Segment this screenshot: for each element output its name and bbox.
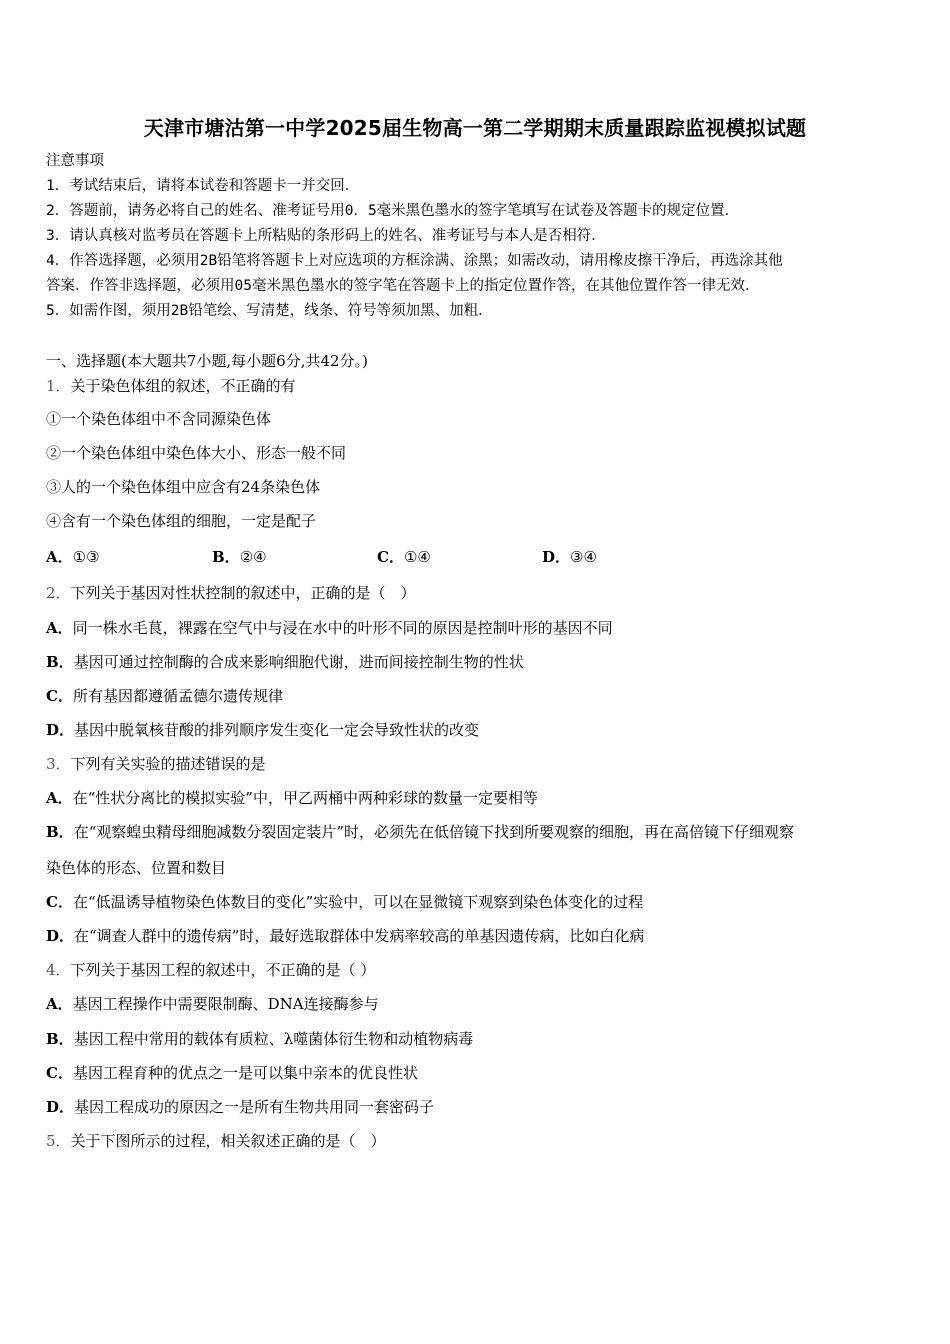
question-stem [46, 583, 416, 603]
exam-title: 天津市塘沽第一中学2025届生物高一第二学期期末质量跟踪监视模拟试题 [143, 116, 807, 140]
option-label: D． [46, 1098, 75, 1116]
option-label: D． [46, 721, 75, 739]
question-text: 关于染色体组的叙述，不正确的有 [70, 377, 296, 395]
notice-item: 1．考试结束后，请将本试卷和答题卡一并交回． [46, 178, 360, 194]
option-label: D． [542, 548, 571, 566]
option-label: A． [46, 995, 73, 1013]
option-b[interactable] [46, 822, 794, 842]
option-d[interactable] [46, 1097, 434, 1117]
option-label: C． [46, 687, 73, 705]
option-a[interactable] [46, 994, 379, 1014]
question-text: 关于下图所示的过程，相关叙述正确的是（ ） [70, 1132, 386, 1150]
notice-heading: 注意事项 [46, 153, 104, 169]
question-text: 下列有关实验的描述错误的是 [70, 755, 266, 773]
option-b[interactable] [212, 546, 267, 567]
option-text: 基因工程操作中需要限制酶、DNA连接酶参与 [72, 995, 379, 1013]
option-label: B． [46, 1030, 74, 1048]
option-label: C． [46, 893, 73, 911]
notice-item: 5．如需作图，须用2B铅笔绘、写清楚，线条、符号等须加黑、加粗． [46, 303, 493, 319]
question-number: 3． [46, 755, 71, 773]
option-b-continuation: 染色体的形态、位置和数目 [46, 859, 227, 877]
option-text: 基因可通过控制酶的合成来影响细胞代谢，进而间接控制生物的性状 [73, 653, 524, 671]
notice-item: 答案．作答非选择题，必须用05毫米黑色墨水的签字笔在答题卡上的指定位置作答，在其他位置作答一律无效． [46, 278, 760, 294]
option-label: A． [46, 789, 73, 807]
option-text: 在“低温诱导植物染色体数目的变化”实验中，可以在显微镜下观察到染色体变化的过程 [72, 893, 644, 911]
question-number: 1． [46, 377, 71, 395]
section-heading: 一、选择题(本大题共7小题,每小题6分,共42分。) [46, 352, 368, 370]
question-text: 下列关于基因对性状控制的叙述中，正确的是（ ） [70, 584, 416, 602]
option-b[interactable] [46, 1029, 473, 1049]
statement: ③人的一个染色体组中应含有24条染色体 [46, 478, 321, 496]
question-text: 下列关于基因工程的叙述中，不正确的是（ ） [70, 961, 376, 979]
option-text: ①④ [403, 548, 431, 566]
option-d[interactable] [542, 546, 597, 567]
option-text: 基因工程育种的优点之一是可以集中亲本的优良性状 [72, 1064, 418, 1082]
statement: ④含有一个染色体组的细胞，一定是配子 [46, 512, 317, 530]
option-label: B． [212, 548, 240, 566]
option-text: ①③ [72, 548, 100, 566]
option-text: 在“观察蝗虫精母细胞减数分裂固定装片”时，必须先在低倍镜下找到所要观察的细胞，再在高倍镜下仔细观察 [73, 823, 795, 841]
option-c[interactable] [46, 686, 283, 706]
option-text: 基因工程成功的原因之一是所有生物共用同一套密码子 [74, 1098, 435, 1116]
option-text: 基因中脱氧核苷酸的排列顺序发生变化一定会导致性状的改变 [74, 721, 480, 739]
option-label: B． [46, 823, 74, 841]
question-stem [46, 376, 296, 396]
notice-item: 3．请认真核对监考员在答题卡上所粘贴的条形码上的姓名、准考证号与本人是否相符． [46, 228, 606, 244]
option-a[interactable] [46, 546, 100, 567]
option-label: B． [46, 653, 74, 671]
option-a[interactable] [46, 788, 538, 808]
option-b[interactable] [46, 652, 524, 672]
option-text: 在“调查人群中的遗传病”时，最好选取群体中发病率较高的单基因遗传病，比如白化病 [74, 927, 645, 945]
option-label: A． [46, 619, 73, 637]
option-c[interactable] [46, 892, 643, 912]
option-c[interactable] [46, 1063, 418, 1083]
option-text: 基因工程中常用的载体有质粒、λ噬菌体衍生物和动植物病毒 [73, 1030, 474, 1048]
option-text: 同一株水毛茛，裸露在空气中与浸在水中的叶形不同的原因是控制叶形的基因不同 [72, 619, 613, 637]
option-d[interactable] [46, 926, 644, 946]
question-number: 5． [46, 1132, 71, 1150]
question-number: 4． [46, 961, 71, 979]
option-text: ③④ [570, 548, 597, 566]
option-label: A． [46, 548, 73, 566]
question-stem [46, 960, 375, 980]
option-row [46, 546, 746, 566]
option-a[interactable] [46, 618, 613, 638]
option-label: C． [46, 1064, 73, 1082]
question-stem [46, 1131, 386, 1151]
statement: ②一个染色体组中染色体大小、形态一般不同 [46, 444, 347, 462]
option-d[interactable] [46, 720, 479, 740]
option-label: D． [46, 927, 75, 945]
statement: ①一个染色体组中不含同源染色体 [46, 410, 272, 428]
notice-item: 2．答题前，请务必将自己的姓名、准考证号用0．5毫米黑色墨水的签字笔填写在试卷及答题卡的规定位置． [46, 203, 740, 219]
option-text: 在“性状分离比的模拟实验”中，甲乙两桶中两种彩球的数量一定要相等 [72, 789, 538, 807]
notice-item: 4．作答选择题，必须用2B铅笔将答题卡上对应选项的方框涂满、涂黑；如需改动，请用橡皮擦干净后，再选涂其他 [46, 253, 783, 269]
option-text: 所有基因都遵循孟德尔遗传规律 [72, 687, 283, 705]
option-text: ②④ [239, 548, 267, 566]
question-stem [46, 754, 266, 774]
option-c[interactable] [377, 546, 431, 567]
question-number: 2． [46, 584, 71, 602]
option-label: C． [377, 548, 404, 566]
